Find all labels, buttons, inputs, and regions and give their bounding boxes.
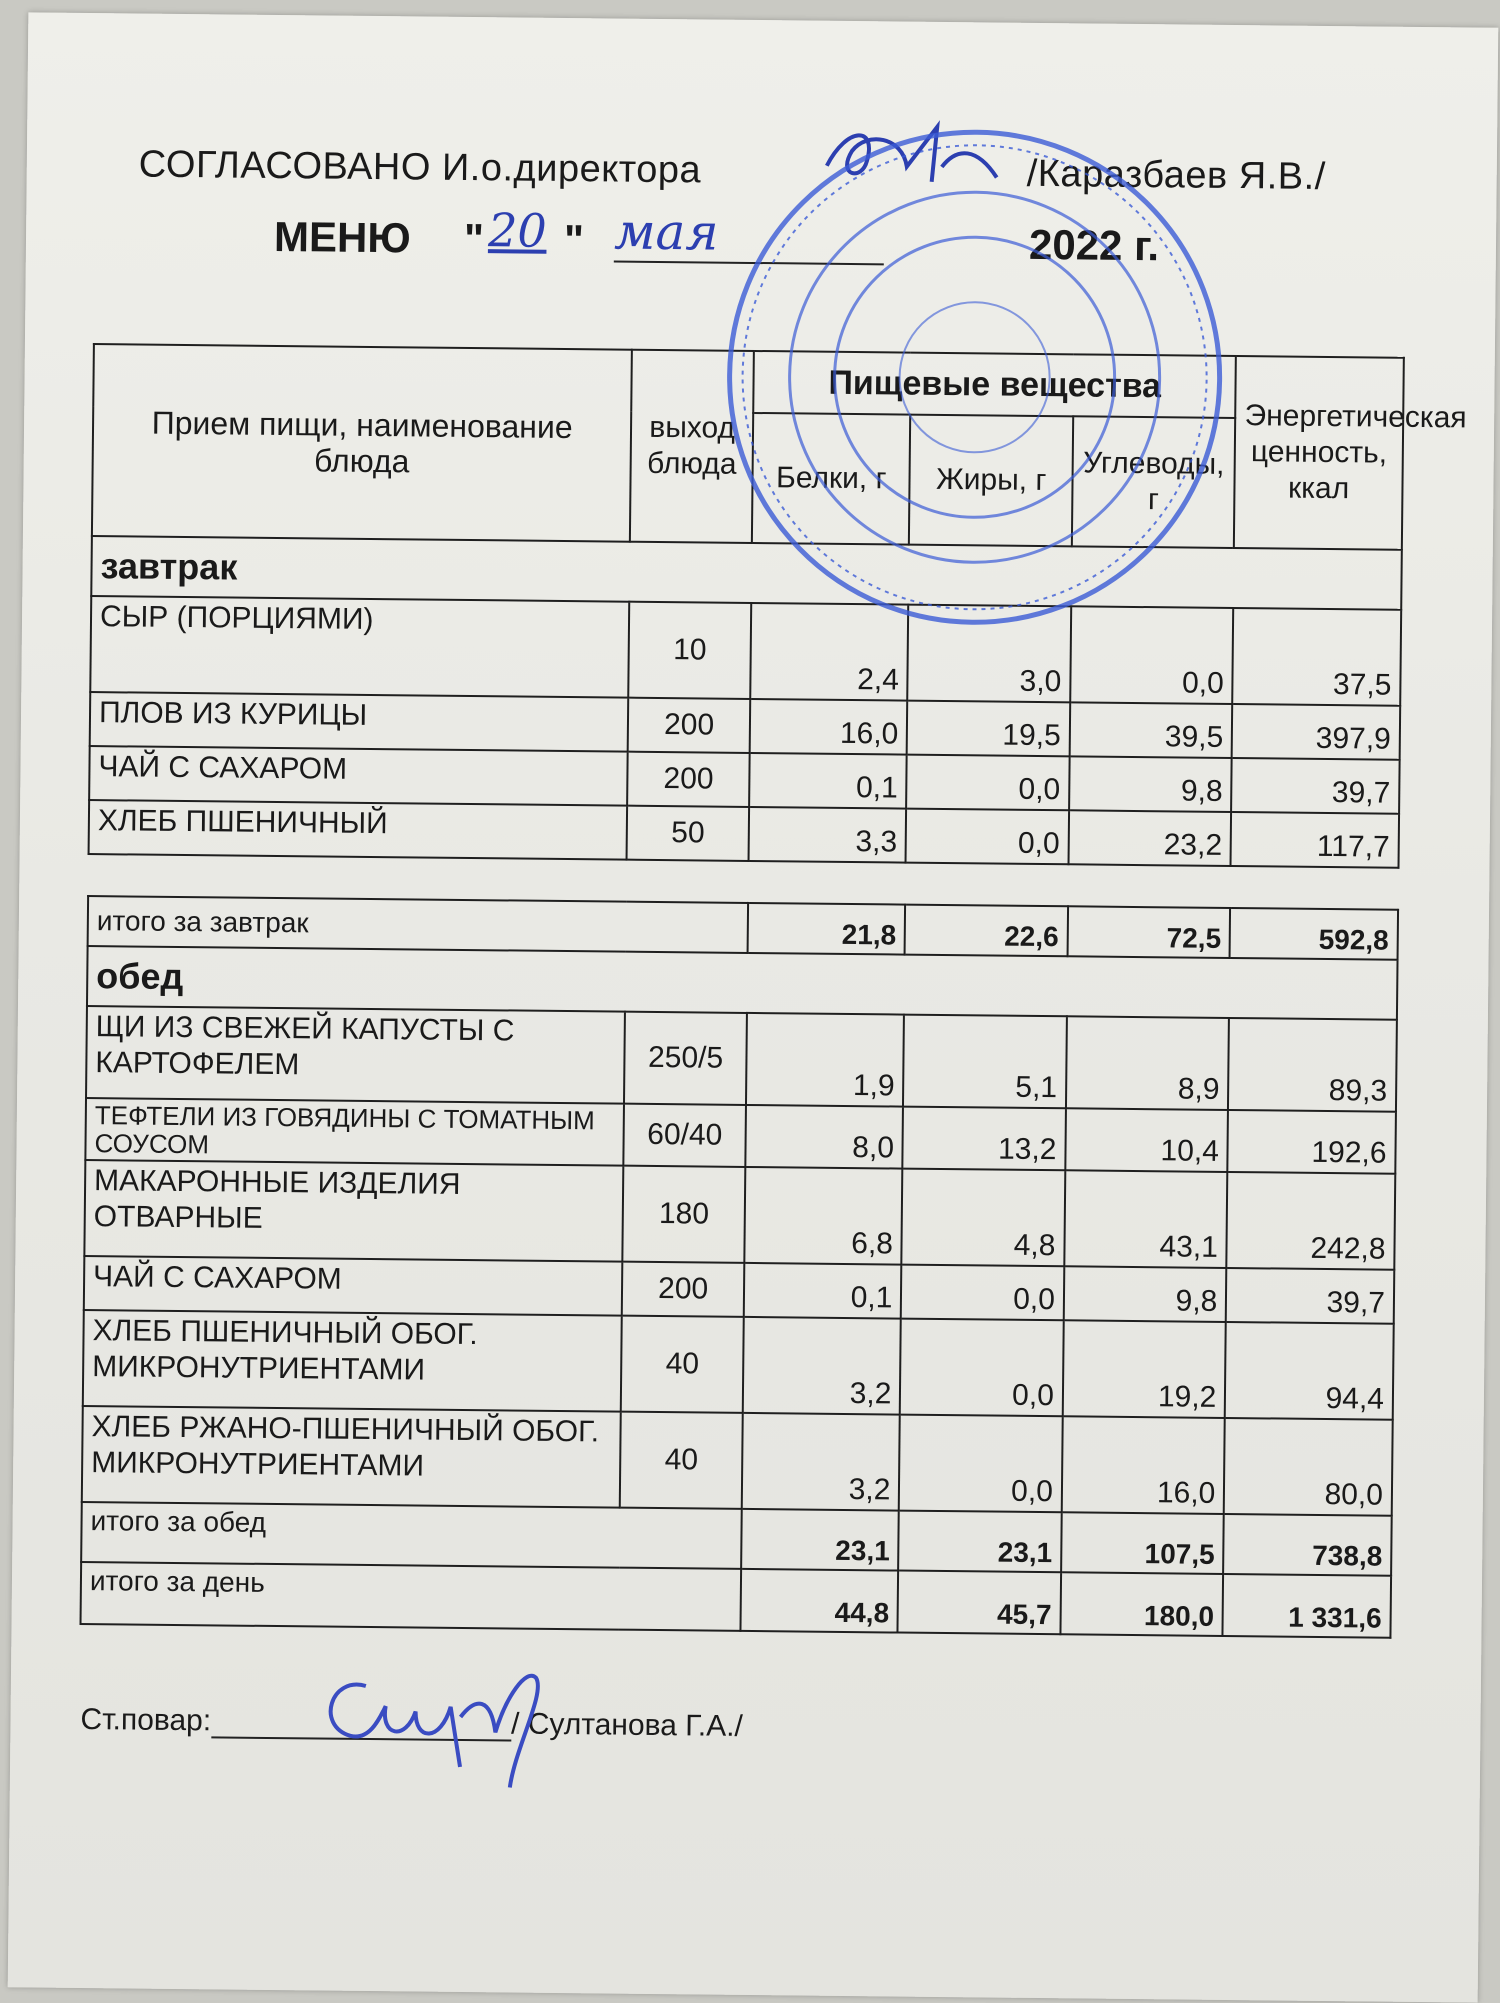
- dish-output: 180: [623, 1166, 746, 1263]
- director-signature: [807, 106, 1028, 198]
- section-label: завтрак: [91, 536, 1402, 610]
- table-row: [82, 1406, 1393, 1516]
- dish-name: ЧАЙ С САХАРОМ: [84, 1256, 623, 1316]
- dish-energy: 397,9: [1232, 704, 1400, 760]
- header-output: выход блюда: [630, 350, 754, 543]
- dish-protein: 0,1: [749, 753, 907, 809]
- total-carbs: 72,5: [1067, 906, 1230, 958]
- total-protein: 21,8: [748, 903, 906, 955]
- dish-name: ХЛЕБ ПШЕНИЧНЫЙ: [89, 800, 628, 860]
- approval-label: СОГЛАСОВАНО И.о.директора: [138, 143, 702, 192]
- dish-output: 10: [628, 602, 751, 699]
- table-row: [83, 1310, 1394, 1420]
- header-fat: Жиры, г: [909, 415, 1073, 547]
- day-total-row: [81, 1562, 1392, 1638]
- total-label: итого за завтрак: [88, 896, 749, 953]
- dish-name: ТЕФТЕЛИ ИЗ ГОВЯДИНЫ С ТОМАТНЫМ СОУСОМ: [85, 1098, 624, 1166]
- total-carbs: 180,0: [1060, 1572, 1223, 1636]
- dish-output: 40: [620, 1412, 743, 1509]
- dish-name: ПЛОВ ИЗ КУРИЦЫ: [90, 692, 629, 752]
- dish-fat: 4,8: [902, 1169, 1065, 1267]
- menu-day: 20: [487, 203, 547, 258]
- dish-name: ЩИ ИЗ СВЕЖЕЙ КАПУСТЫ С КАРТОФЕЛЕМ: [86, 1006, 625, 1104]
- dish-energy: 242,8: [1227, 1172, 1396, 1270]
- dish-energy: 80,0: [1224, 1418, 1393, 1516]
- dish-energy: 39,7: [1226, 1268, 1394, 1324]
- dish-name: ХЛЕБ ПШЕНИЧНЫЙ ОБОГ. МИКРОНУТРИЕНТАМИ: [83, 1310, 622, 1412]
- dish-protein: 3,2: [743, 1317, 901, 1415]
- header-protein: Белки, г: [752, 413, 911, 545]
- dish-output: 40: [621, 1316, 744, 1413]
- total-protein: 44,8: [741, 1569, 899, 1633]
- dish-carbs: 8,9: [1066, 1016, 1229, 1110]
- dish-protein: 1,9: [746, 1013, 904, 1107]
- dish-carbs: 0,0: [1070, 606, 1233, 704]
- dish-fat: 13,2: [903, 1107, 1066, 1171]
- header-meal: Прием пищи, наименование блюда: [92, 344, 632, 542]
- dish-protein: 0,1: [744, 1263, 902, 1319]
- dish-energy: 37,5: [1233, 608, 1402, 706]
- total-energy: 738,8: [1223, 1514, 1391, 1576]
- dish-carbs: 19,2: [1063, 1320, 1226, 1418]
- dish-energy: 117,7: [1231, 812, 1399, 868]
- dish-carbs: 39,5: [1070, 702, 1233, 758]
- dish-output: 200: [627, 752, 749, 807]
- total-protein: 23,1: [741, 1509, 899, 1571]
- total-fat: 22,6: [905, 905, 1068, 957]
- cook-label: Ст.повар:: [80, 1702, 212, 1738]
- dish-output: 200: [622, 1262, 744, 1317]
- total-fat: 45,7: [898, 1571, 1061, 1635]
- dish-protein: 16,0: [750, 699, 908, 755]
- dish-energy: 39,7: [1231, 758, 1399, 814]
- dish-carbs: 43,1: [1064, 1170, 1227, 1268]
- dish-fat: 3,0: [908, 605, 1071, 703]
- dish-protein: 3,3: [749, 807, 907, 863]
- dish-protein: 8,0: [745, 1105, 903, 1169]
- dish-fat: 0,0: [906, 809, 1069, 865]
- cook-signature-line: [80, 1703, 743, 1744]
- dish-output: 200: [628, 698, 750, 753]
- dish-energy: 89,3: [1228, 1018, 1397, 1112]
- dish-carbs: 10,4: [1065, 1108, 1228, 1172]
- cook-name: / Султанова Г.А./: [510, 1707, 744, 1743]
- dish-fat: 0,0: [899, 1415, 1062, 1513]
- dish-protein: 3,2: [742, 1413, 900, 1511]
- dish-name: СЫР (ПОРЦИЯМИ): [90, 596, 629, 698]
- dish-protein: 6,8: [744, 1167, 902, 1265]
- approval-line: [138, 143, 1326, 198]
- header-nutrients: Пищевые вещества: [753, 351, 1236, 418]
- dish-name: ЧАЙ С САХАРОМ: [89, 746, 628, 806]
- dish-carbs: 9,8: [1064, 1266, 1227, 1322]
- header-carbs: Углеводы, г: [1072, 416, 1236, 548]
- dish-fat: 19,5: [907, 701, 1070, 757]
- dish-protein: 2,4: [750, 603, 908, 701]
- dish-fat: 0,0: [901, 1265, 1064, 1321]
- header-energy: Энергетическая ценность, ккал: [1234, 356, 1404, 550]
- table-row: [90, 596, 1401, 706]
- menu-table: [79, 343, 1467, 1639]
- total-carbs: 107,5: [1061, 1512, 1224, 1574]
- dish-name: МАКАРОННЫЕ ИЗДЕЛИЯ ОТВАРНЫЕ: [84, 1160, 623, 1262]
- dish-output: 50: [627, 806, 749, 861]
- total-energy: 592,8: [1230, 908, 1398, 960]
- total-label: итого за обед: [81, 1502, 742, 1569]
- menu-year: 2022 г.: [1028, 220, 1160, 270]
- director-name: /Каразбаев Я.В./: [1026, 152, 1326, 198]
- total-label: итого за день: [81, 1562, 742, 1631]
- dish-energy: 94,4: [1225, 1322, 1394, 1420]
- menu-date-line: МЕНЮ " 20 " мая 2022 г.: [273, 202, 1160, 270]
- dish-fat: 0,0: [907, 755, 1070, 811]
- menu-label: МЕНЮ: [273, 212, 411, 262]
- table-row: [86, 1006, 1397, 1112]
- menu-month: мая: [614, 203, 885, 266]
- dish-fat: 5,1: [903, 1015, 1066, 1109]
- document-page: [8, 12, 1499, 2002]
- dish-fat: 0,0: [900, 1319, 1063, 1417]
- dish-carbs: 23,2: [1068, 810, 1231, 866]
- dish-output: 60/40: [624, 1104, 747, 1167]
- dish-energy: 192,6: [1228, 1110, 1396, 1174]
- dish-carbs: 16,0: [1062, 1416, 1225, 1514]
- section-label: обед: [87, 946, 1398, 1020]
- table-row: [84, 1160, 1395, 1270]
- dish-output: 250/5: [624, 1012, 747, 1105]
- dish-carbs: 9,8: [1069, 756, 1232, 812]
- dish-name: ХЛЕБ РЖАНО-ПШЕНИЧНЫЙ ОБОГ. МИКРОНУТРИЕНТАМИ: [82, 1406, 621, 1508]
- total-energy: 1 331,6: [1223, 1574, 1391, 1638]
- total-fat: 23,1: [899, 1511, 1062, 1573]
